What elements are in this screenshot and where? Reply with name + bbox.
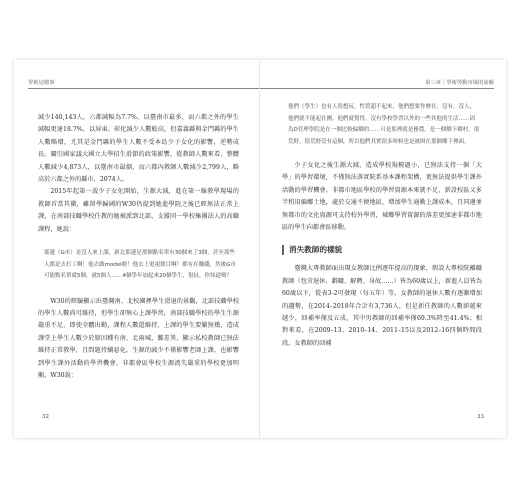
section-title: 消失教師的樣貌 bbox=[289, 245, 343, 255]
interview-quote: 那邊（G市）是沒人來上課，新北那邊是那個點名單有30個來了3個，甚至那些人都是去打工啊！他去做model啦！他去上電視節目啊！都有在賺錢，然後G市可能點名單就5個，就5個人……4個學年加起來20個學生，很扯，你知道嗎？ bbox=[44, 250, 236, 280]
left-page-body bbox=[38, 112, 239, 382]
left-page-number: 32 bbox=[42, 414, 49, 420]
interview-quote-continued: 他們（學生）也有人很想玩，性質超不起來，他們想要作歷社，沒有，沒人，他們就不能起社團，他們就覺得，沒有學校學習以外的一些其他的生活……因為D管理學院是在一個比較偏鄉的……可是那裡就是務農，是一個鄉下鄉村，很荒野，很荒野沒有這個，所以他們其實很多時候也是被困在那個鄉下裡面。 bbox=[288, 104, 480, 145]
book-spread bbox=[14, 60, 506, 438]
right-page bbox=[260, 60, 506, 438]
left-header-rule bbox=[28, 88, 259, 89]
right-running-head: 第三章｜學術勞動市場的崩解 bbox=[425, 80, 494, 86]
right-paragraph-1: 少子女化之後生源大減，造成學校規模過小，已無法支持一個「大學」的學習環境，不僅無法落實院系基本課程架構，更無法提供學生課外活動的學習機會。非都市地區學校的學習資源本來就不足，新設校區又多半租用偏鄉土地，處於交通不便地區，增加學生通勤上課成本，且同邊並無都市的文化資源可支持校外學習，城鄉學習資源的落差更加速非都市地區的學生向都會區移動。 bbox=[282, 162, 482, 232]
right-page-number: 33 bbox=[477, 414, 484, 420]
right-paragraph-2: 臺灣大專教師面出現女教師比例逐年提高的現象，假設大專校院離職教師（包含退休、辭職、解聘、身故……）皆為60歲以上，新進人員皆為60歲以下，從表3-2可發現（每五年）等，女教師的退休人數有逐漸增加的趨勢，在2014–2018年合計有3,736人，但是新任教師的人數卻越來越少，回補率僅及五成，其中男教師的回補率僅69.3%降至41.4%；相對來看，在2009–13、2010–14、2011–15以及2012–16四個時間段段，女教師的回補 bbox=[282, 265, 482, 347]
right-header-rule bbox=[260, 88, 494, 89]
left-running-head: 學術這檔事 bbox=[28, 80, 55, 86]
left-paragraph-1: 減少140,143人，六都減幅為7.7%，以臺南市最多，而六都之外的學生減幅更達18.7%，以屏東、彰化減少人數較高，但嘉義縣與金門縣的學生人數略增，尤其是金門縣的學生人數不受本島少子女化的影響，逆勢成長。關引國家議大國立大學招生滑節的政策影響，從教師人數來看，整體人數減少4,873人，以臺南市最劇，而六都內教師人數減少2,799人，略高於六都之外的縣市，2074人。 bbox=[38, 114, 239, 184]
left-page bbox=[14, 60, 260, 438]
left-paragraph-2: 2015年起第一波少子女化開始，生源大減，進在第一線教學現場的教師首當其衝，雖留學歸國的W30仍提到她進學院之後已經無法正常上課，在南部技職學校任教的她被派到北部，支援同一學校集團法人的高職課程，她說： bbox=[38, 188, 239, 233]
right-page-body bbox=[282, 102, 482, 350]
section-marker bbox=[282, 245, 284, 255]
left-paragraph-3: W30的經驗顯示出臺灣南、北校園裡學生滑退的景觀，北部技職學校的學生人數尚可維持，但學生卻無心上課學習，南部技職學校的學生生源嚴重不足，即使全體出勤，課程人數還維持，上課的學生要繁無幾，造成課堂上學生人數少於原因種有南、北兩城，難差異，顯示私校教師已無法維持正常教學，且問題持續惡化。生源的減少不僅影響老師上課，也影響到學生課外活動的學習機會，非都會區學校生源流失嚴重的學校更加明顯，W30說： bbox=[38, 297, 239, 379]
section-heading bbox=[282, 244, 482, 255]
